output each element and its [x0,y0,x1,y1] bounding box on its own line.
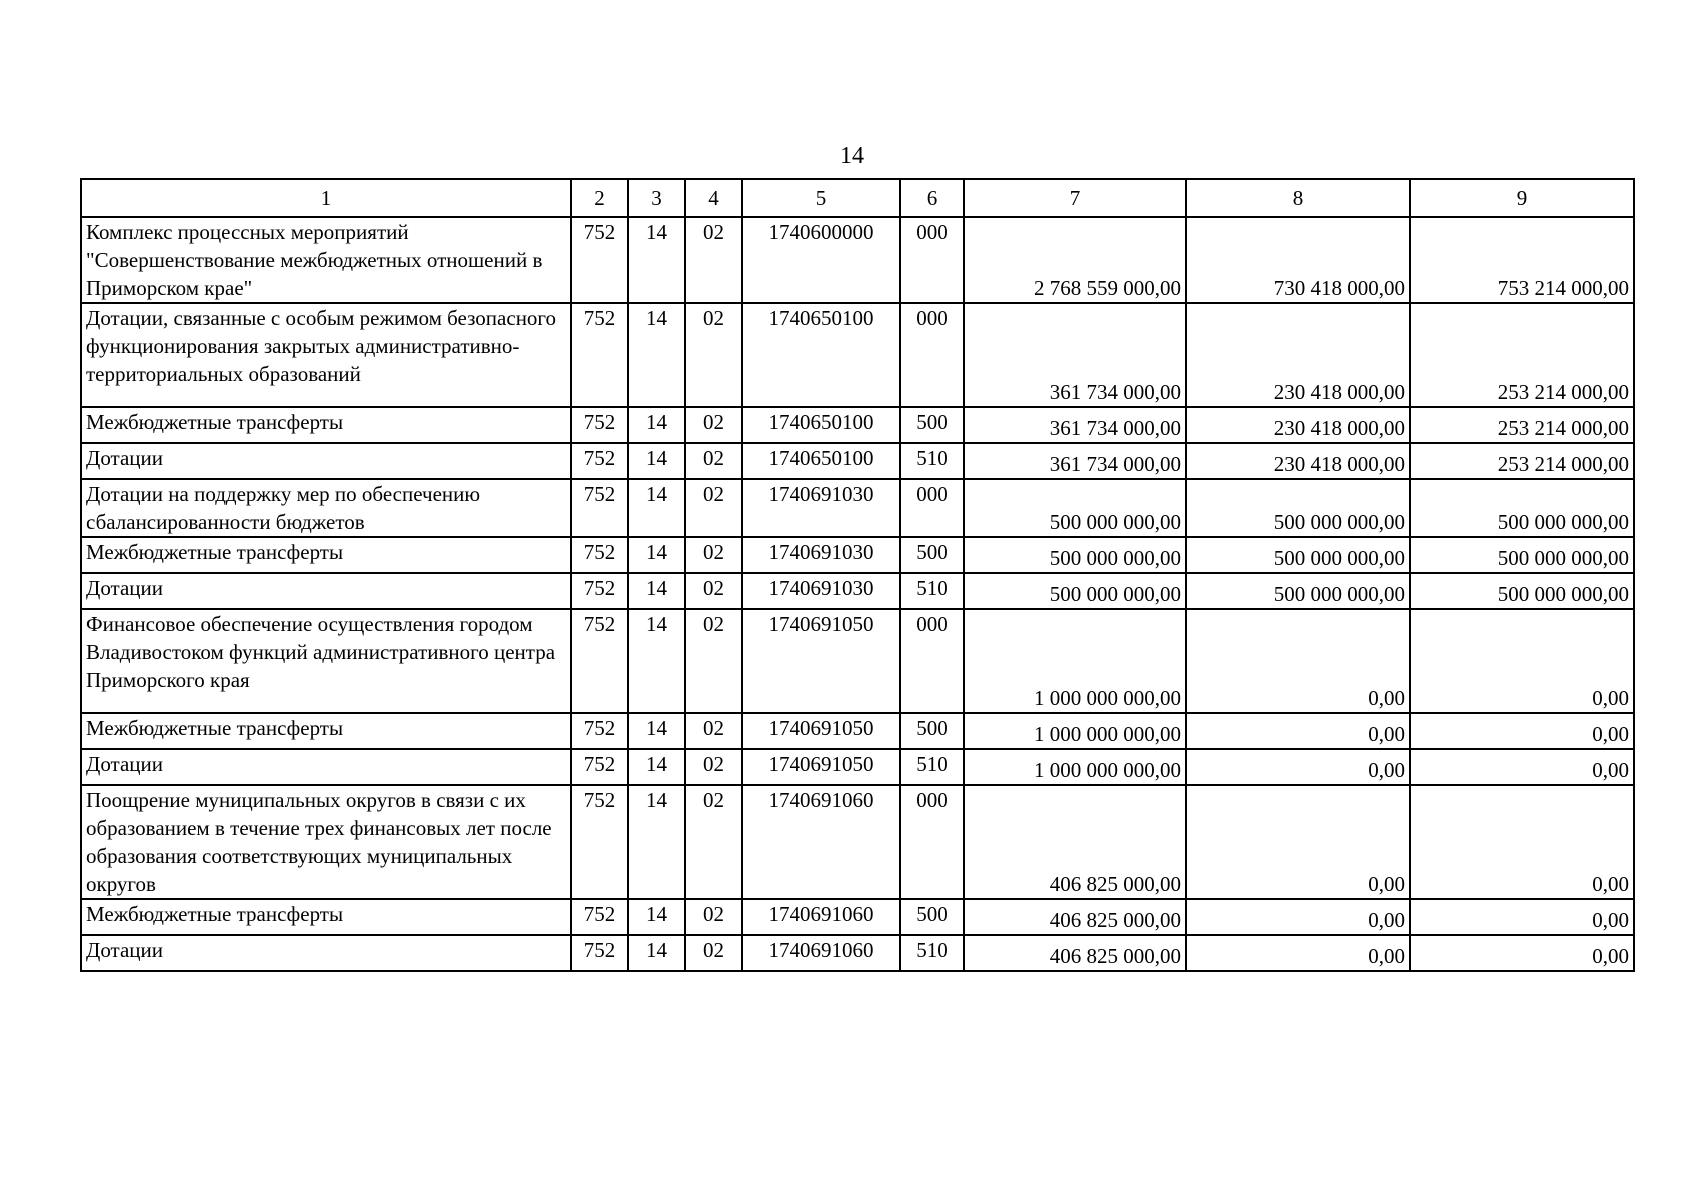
cell-col-4: 02 [685,443,742,479]
cell-amount-col-7: 1 000 000 000,00 [964,609,1186,713]
table-row [81,479,1634,537]
cell-col-4: 02 [685,479,742,537]
row-name: Поощрение муниципальных округов в связи с их образованием в течение трех финансовых лет после образования соответствующих муниципальных округов [81,785,571,899]
cell-col-4: 02 [685,785,742,899]
cell-amount-col-7: 1 000 000 000,00 [964,713,1186,749]
cell-amount-col-8: 500 000 000,00 [1186,573,1410,609]
cell-col-3: 14 [628,537,685,573]
cell-col-5: 1740600000 [742,217,900,303]
cell-col-2: 752 [571,217,628,303]
header-cell-7: 7 [964,179,1186,217]
header-cell-8: 8 [1186,179,1410,217]
cell-col-3: 14 [628,479,685,537]
cell-amount-col-7: 1 000 000 000,00 [964,749,1186,785]
header-cell-2: 2 [571,179,628,217]
cell-col-3: 14 [628,935,685,971]
row-name: Финансовое обеспечение осуществления городом Владивостоком функций административного центра Приморского края [81,609,571,713]
cell-amount-col-9: 500 000 000,00 [1410,537,1634,573]
budget-table [80,178,1635,972]
row-name: Дотации, связанные с особым режимом безопасного функционирования закрытых административно-территориальных образований [81,303,571,407]
cell-amount-col-9: 253 214 000,00 [1410,443,1634,479]
header-cell-1: 1 [81,179,571,217]
cell-col-2: 752 [571,935,628,971]
cell-col-4: 02 [685,899,742,935]
cell-col-6: 510 [900,573,964,609]
cell-col-6: 510 [900,749,964,785]
table-row [81,537,1634,573]
cell-col-6: 500 [900,899,964,935]
row-name: Дотации на поддержку мер по обеспечению сбалансированности бюджетов [81,479,571,537]
cell-col-3: 14 [628,217,685,303]
cell-col-3: 14 [628,749,685,785]
cell-col-4: 02 [685,303,742,407]
cell-col-4: 02 [685,217,742,303]
cell-amount-col-7: 406 825 000,00 [964,935,1186,971]
cell-amount-col-9: 0,00 [1410,609,1634,713]
table-row [81,217,1634,303]
cell-col-4: 02 [685,573,742,609]
cell-col-6: 000 [900,609,964,713]
cell-col-2: 752 [571,749,628,785]
cell-col-2: 752 [571,303,628,407]
cell-amount-col-9: 0,00 [1410,785,1634,899]
cell-amount-col-9: 0,00 [1410,899,1634,935]
cell-col-2: 752 [571,785,628,899]
cell-amount-col-8: 0,00 [1186,609,1410,713]
cell-col-3: 14 [628,573,685,609]
cell-col-5: 1740691050 [742,749,900,785]
cell-col-6: 000 [900,785,964,899]
cell-col-5: 1740650100 [742,303,900,407]
cell-amount-col-8: 0,00 [1186,713,1410,749]
cell-amount-col-7: 500 000 000,00 [964,537,1186,573]
header-cell-3: 3 [628,179,685,217]
cell-amount-col-7: 361 734 000,00 [964,303,1186,407]
cell-col-2: 752 [571,713,628,749]
cell-col-2: 752 [571,573,628,609]
page-number: 14 [840,143,864,169]
cell-amount-col-7: 406 825 000,00 [964,785,1186,899]
cell-col-4: 02 [685,713,742,749]
cell-amount-col-7: 361 734 000,00 [964,443,1186,479]
cell-col-5: 1740650100 [742,407,900,443]
cell-col-6: 000 [900,479,964,537]
row-name: Межбюджетные трансферты [81,537,571,573]
cell-amount-col-9: 0,00 [1410,749,1634,785]
cell-col-3: 14 [628,303,685,407]
cell-col-3: 14 [628,713,685,749]
cell-col-2: 752 [571,479,628,537]
table-row [81,407,1634,443]
cell-col-6: 500 [900,407,964,443]
cell-col-2: 752 [571,407,628,443]
header-cell-4: 4 [685,179,742,217]
cell-col-6: 000 [900,217,964,303]
cell-col-4: 02 [685,537,742,573]
table-row [81,443,1634,479]
header-cell-9: 9 [1410,179,1634,217]
cell-col-2: 752 [571,899,628,935]
cell-col-5: 1740691030 [742,573,900,609]
cell-col-6: 500 [900,537,964,573]
cell-amount-col-8: 500 000 000,00 [1186,479,1410,537]
cell-amount-col-7: 406 825 000,00 [964,899,1186,935]
table-row [81,573,1634,609]
cell-col-5: 1740650100 [742,443,900,479]
cell-col-6: 000 [900,303,964,407]
row-name: Дотации [81,573,571,609]
cell-col-2: 752 [571,537,628,573]
cell-col-3: 14 [628,609,685,713]
cell-col-5: 1740691030 [742,479,900,537]
cell-amount-col-7: 361 734 000,00 [964,407,1186,443]
cell-amount-col-8: 0,00 [1186,749,1410,785]
cell-col-6: 510 [900,443,964,479]
cell-col-4: 02 [685,935,742,971]
cell-amount-col-8: 230 418 000,00 [1186,443,1410,479]
cell-col-2: 752 [571,443,628,479]
cell-amount-col-9: 0,00 [1410,935,1634,971]
cell-col-5: 1740691060 [742,785,900,899]
cell-amount-col-8: 0,00 [1186,899,1410,935]
cell-col-4: 02 [685,749,742,785]
cell-amount-col-8: 230 418 000,00 [1186,303,1410,407]
cell-col-5: 1740691060 [742,935,900,971]
cell-amount-col-7: 500 000 000,00 [964,573,1186,609]
cell-amount-col-7: 500 000 000,00 [964,479,1186,537]
table-row [81,713,1634,749]
cell-amount-col-9: 500 000 000,00 [1410,479,1634,537]
cell-col-5: 1740691060 [742,899,900,935]
header-cell-6: 6 [900,179,964,217]
cell-col-4: 02 [685,609,742,713]
table-row [81,899,1634,935]
cell-col-3: 14 [628,443,685,479]
row-name: Дотации [81,935,571,971]
row-name: Дотации [81,443,571,479]
cell-amount-col-9: 0,00 [1410,713,1634,749]
cell-amount-col-8: 0,00 [1186,935,1410,971]
cell-col-5: 1740691050 [742,713,900,749]
cell-col-3: 14 [628,407,685,443]
cell-amount-col-9: 500 000 000,00 [1410,573,1634,609]
cell-amount-col-9: 253 214 000,00 [1410,303,1634,407]
header-cell-5: 5 [742,179,900,217]
cell-col-4: 02 [685,407,742,443]
table-row [81,749,1634,785]
table-header-row [81,179,1634,217]
cell-col-6: 510 [900,935,964,971]
cell-amount-col-8: 230 418 000,00 [1186,407,1410,443]
row-name: Межбюджетные трансферты [81,407,571,443]
row-name: Комплекс процессных мероприятий "Совершенствование межбюджетных отношений в Приморском крае" [81,217,571,303]
cell-col-3: 14 [628,899,685,935]
table-row [81,935,1634,971]
cell-amount-col-8: 0,00 [1186,785,1410,899]
cell-col-5: 1740691030 [742,537,900,573]
row-name: Дотации [81,749,571,785]
table-row [81,609,1634,713]
row-name: Межбюджетные трансферты [81,713,571,749]
cell-amount-col-8: 730 418 000,00 [1186,217,1410,303]
cell-amount-col-9: 253 214 000,00 [1410,407,1634,443]
cell-amount-col-7: 2 768 559 000,00 [964,217,1186,303]
table-row [81,785,1634,899]
cell-amount-col-9: 753 214 000,00 [1410,217,1634,303]
row-name: Межбюджетные трансферты [81,899,571,935]
cell-col-3: 14 [628,785,685,899]
cell-col-2: 752 [571,609,628,713]
cell-col-5: 1740691050 [742,609,900,713]
cell-amount-col-8: 500 000 000,00 [1186,537,1410,573]
cell-col-6: 500 [900,713,964,749]
table-row [81,303,1634,407]
